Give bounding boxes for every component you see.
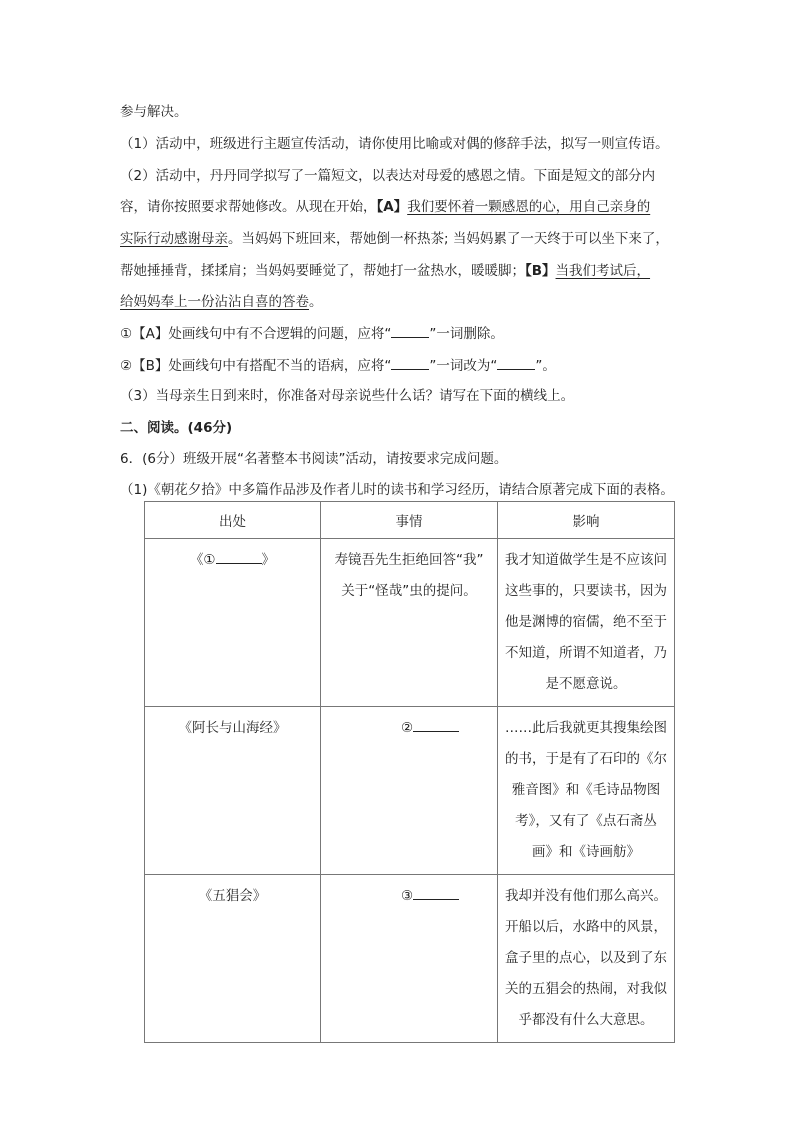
question-6-1-text: （1)《朝花夕拾》中多篇作品涉及作者儿时的读书和学习经历，请结合原著完成下面的表格。: [120, 482, 674, 498]
answer-blank[interactable]: [391, 323, 429, 338]
effect-line: 盒子里的点心，以及到了东: [505, 950, 667, 966]
tag-b: 【B】: [525, 263, 556, 279]
cell-event: [321, 539, 498, 707]
underlined-sentence-b: 当我们考试后，: [555, 263, 651, 279]
cell-source: [145, 875, 321, 1043]
question-3-text: （3）当母亲生日到来时，你准备对母亲说些什么话？请写在下面的横线上。: [120, 388, 575, 404]
paragraph-continuation: 参与解决。: [120, 104, 188, 120]
underlined-sentence-a-end: 实际行动感谢母亲: [120, 231, 228, 247]
tag-a: 【A】: [376, 199, 408, 215]
effect-text: [498, 539, 674, 706]
cell-event: [321, 707, 498, 875]
source-suffix: 》: [261, 552, 276, 568]
effect-line: 雅音图》和《毛诗品物图: [511, 782, 661, 798]
cell-effect: [498, 539, 675, 707]
cell-effect: [498, 875, 675, 1043]
event-text: [321, 539, 497, 613]
effect-line: 乎都没有什么大意思。: [518, 1012, 654, 1028]
effect-line: 考》，又有了《点石斋丛: [515, 813, 657, 829]
passage-line-3: [120, 261, 650, 281]
underlined-sentence-a: 我们要怀着一颗感恩的心，用自己亲身的: [407, 199, 651, 215]
answer-blank[interactable]: [413, 717, 459, 732]
effect-line: 我才知道做学生是不应该问: [505, 552, 667, 568]
passage-line-2: [120, 229, 669, 249]
subquestion-text: ①【A】处画线句中有不合逻辑的问题，应将“: [120, 326, 392, 342]
answer-blank[interactable]: [391, 355, 429, 370]
header-effect: 影响: [498, 502, 675, 539]
passage-text: 。: [309, 294, 323, 310]
effect-line: 这些事的，只要读书，因为: [505, 583, 667, 599]
effect-line: 他是渊博的宿儒，绝不至于: [505, 614, 667, 630]
passage-line-4: [120, 292, 323, 312]
effect-line: 的书，于是有了石印的《尔: [505, 751, 667, 767]
effect-line: 我却并没有他们那么高兴。: [505, 888, 667, 904]
table-row: [145, 707, 675, 875]
effect-text: [498, 707, 674, 874]
effect-line: 不知道，所谓不知道者，乃: [505, 645, 667, 661]
event-number: ②: [401, 720, 414, 736]
passage-text: 帮她捶捶背，揉揉肩；当妈妈要睡觉了，帮她打一盆热水，暖暖脚；: [120, 263, 525, 279]
effect-line: 是不愿意说。: [545, 676, 627, 692]
effect-line: 开船以后，水路中的风景，: [505, 919, 667, 935]
source-prefix: 《①: [189, 552, 216, 568]
source-text: [145, 539, 320, 582]
effect-text: [498, 875, 674, 1042]
question-6-text: 6．(6分）班级开展“名著整本书阅读”活动，请按要求完成问题。: [120, 451, 508, 467]
effect-line: 画》和《诗画舫》: [532, 844, 640, 860]
table-header-row: [145, 502, 675, 539]
passage-line-1: [120, 197, 650, 217]
cell-effect: [498, 707, 675, 875]
reading-table: [144, 501, 675, 1043]
question-1-text: （1）活动中，班级进行主题宣传活动，请你使用比喻或对偶的修辞手法，拟写一则宣传语。: [120, 136, 669, 152]
table-row: [145, 875, 675, 1043]
subquestion-2: [120, 355, 556, 376]
event-line: 寿镜吾先生拒绝回答“我”: [334, 552, 484, 568]
source-text: 《五猖会》: [198, 888, 267, 904]
subquestion-1: [120, 323, 504, 344]
header-event: 事情: [321, 502, 498, 539]
answer-blank[interactable]: [216, 549, 262, 564]
cell-source: [145, 539, 321, 707]
subquestion-text: ②【B】处画线句中有搭配不当的语病，应将“: [120, 358, 392, 374]
header-source: 出处: [145, 502, 321, 539]
event-text: [321, 875, 497, 918]
answer-blank[interactable]: [413, 885, 459, 900]
subquestion-text: ”。: [535, 358, 556, 374]
event-line: 关于“怪哉”虫的提问。: [341, 583, 477, 599]
effect-line: 关的五猖会的热闹，对我似: [505, 981, 667, 997]
subquestion-text: ”一词改为“: [429, 358, 498, 374]
cell-source: [145, 707, 321, 875]
effect-line: ……此后我就更其搜集绘图: [505, 720, 667, 736]
event-number: ③: [401, 888, 414, 904]
passage-text: 。当妈妈下班回来，帮她倒一杯热茶; 当妈妈累了一天终于可以坐下来了，: [228, 231, 669, 247]
event-text: [321, 707, 497, 750]
table-row: [145, 539, 675, 707]
passage-text: 容，请你按照要求帮她修改。从现在开始，: [120, 199, 377, 215]
underlined-sentence-b-end: 给妈妈奉上一份沾沾自喜的答卷: [120, 294, 309, 310]
cell-event: [321, 875, 498, 1043]
section-heading: 二、阅读。(46分): [120, 420, 233, 436]
answer-blank[interactable]: [497, 355, 535, 370]
subquestion-text: ”一词删除。: [429, 326, 504, 342]
question-2-intro: （2）活动中，丹丹同学拟写了一篇短文，以表达对母爱的感恩之情。下面是短文的部分内: [120, 168, 656, 184]
source-text: 《阿长与山海经》: [178, 720, 287, 736]
